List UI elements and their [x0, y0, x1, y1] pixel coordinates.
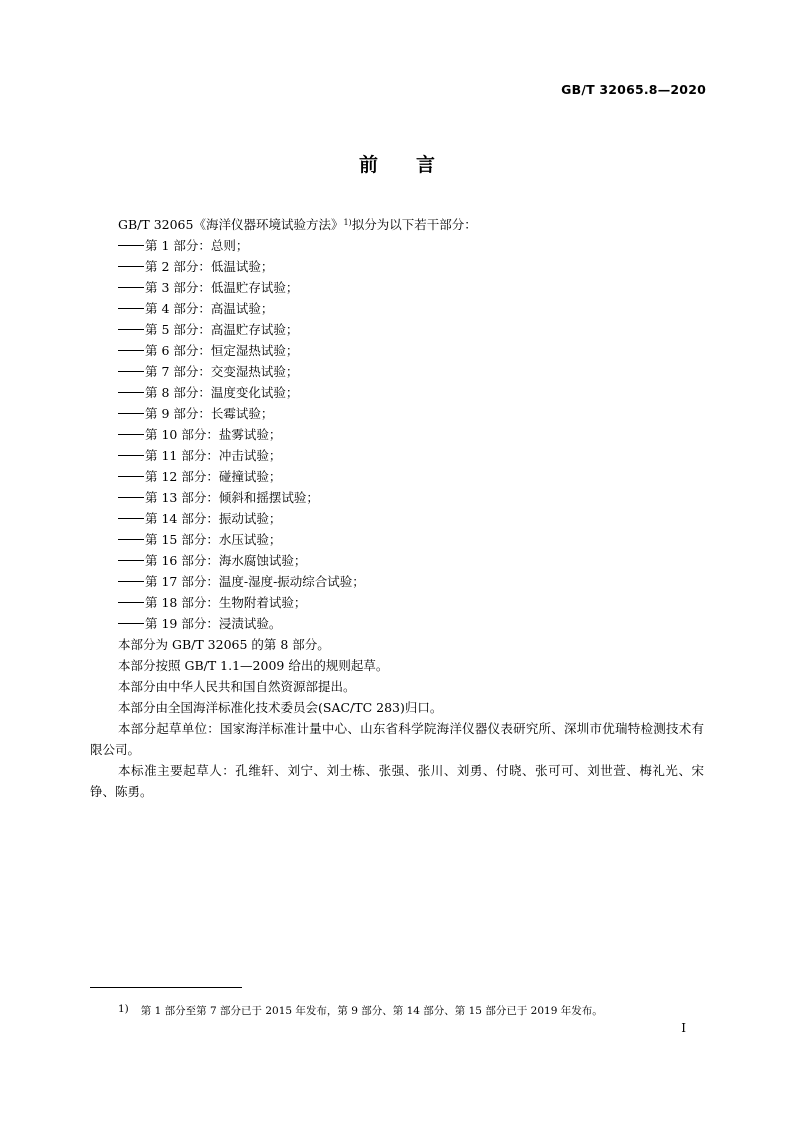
dash-mark	[118, 518, 144, 519]
list-item	[90, 235, 704, 256]
list-item	[90, 466, 704, 487]
parts-list	[90, 235, 704, 634]
list-item	[90, 340, 704, 361]
footnote	[118, 1003, 603, 1018]
dash-mark	[118, 350, 144, 351]
list-item	[90, 424, 704, 445]
paragraph-committee: 本部分由全国海洋标准化技术委员会(SAC/TC 283)归口。	[118, 700, 443, 715]
dash-mark	[118, 392, 144, 393]
paragraph-part-number: 本部分为 GB/T 32065 的第 8 部分。	[118, 637, 330, 652]
list-item	[90, 613, 704, 634]
foreword-body	[90, 214, 704, 802]
list-item-text: 第 13 部分：倾斜和摇摆试验；	[145, 490, 319, 505]
dash-mark	[118, 623, 144, 624]
standard-code: GB/T 32065.8—2020	[561, 82, 706, 97]
paragraph-drafters: 本标准主要起草人：孔维轩、刘宁、刘士栋、张强、张川、刘勇、付晓、张可可、刘世萱、梅礼光、宋铮、陈勇。	[90, 763, 704, 799]
footnote-reference[interactable]: 1)	[343, 218, 352, 227]
footnote-text: 第 1 部分至第 7 部分已于 2015 年发布，第 9 部分、第 14 部分、第 15 部分已于 2019 年发布。	[140, 1005, 603, 1017]
list-item-text: 第 3 部分：低温贮存试验；	[145, 280, 299, 295]
dash-mark	[118, 413, 144, 414]
list-item-text: 第 15 部分：水压试验；	[145, 532, 282, 547]
dash-mark	[118, 434, 144, 435]
dash-mark	[118, 287, 144, 288]
list-item-text: 第 7 部分：交变湿热试验；	[145, 364, 299, 379]
page-number: I	[681, 1021, 686, 1035]
list-item	[90, 508, 704, 529]
dash-mark	[118, 560, 144, 561]
dash-mark	[118, 602, 144, 603]
list-item-text: 第 2 部分：低温试验；	[145, 259, 274, 274]
list-item	[90, 445, 704, 466]
dash-mark	[118, 266, 144, 267]
intro-paragraph	[90, 214, 704, 235]
dash-mark	[118, 581, 144, 582]
list-item-text: 第 6 部分：恒定湿热试验；	[145, 343, 299, 358]
list-item	[90, 256, 704, 277]
list-item	[90, 571, 704, 592]
dash-mark	[118, 476, 144, 477]
list-item	[90, 319, 704, 340]
list-item-text: 第 4 部分：高温试验；	[145, 301, 274, 316]
dash-mark	[118, 245, 144, 246]
list-item	[90, 382, 704, 403]
list-item	[90, 361, 704, 382]
list-item	[90, 550, 704, 571]
list-item-text: 第 18 部分：生物附着试验；	[145, 595, 307, 610]
dash-mark	[118, 455, 144, 456]
footnote-mark: 1)	[118, 1003, 129, 1015]
list-item-text: 第 16 部分：海水腐蚀试验；	[145, 553, 307, 568]
list-item-text: 第 8 部分：温度变化试验；	[145, 385, 299, 400]
dash-mark	[118, 371, 144, 372]
paragraph-drafting-units: 本部分起草单位：国家海洋标准计量中心、山东省科学院海洋仪器仪表研究所、深圳市优瑞特检测技术有限公司。	[90, 721, 704, 757]
list-item-text: 第 10 部分：盐雾试验；	[145, 427, 282, 442]
list-item	[90, 403, 704, 424]
dash-mark	[118, 329, 144, 330]
dash-mark	[118, 539, 144, 540]
list-item	[90, 277, 704, 298]
dash-mark	[118, 308, 144, 309]
footnote-divider	[90, 987, 242, 988]
list-item	[90, 592, 704, 613]
list-item	[90, 487, 704, 508]
paragraph-drafting-rules: 本部分按照 GB/T 1.1—2009 给出的规则起草。	[118, 658, 389, 673]
list-item-text: 第 11 部分：冲击试验；	[145, 448, 282, 463]
list-item-text: 第 14 部分：振动试验；	[145, 511, 282, 526]
page-title: 前言	[358, 154, 473, 176]
paragraph-proposer: 本部分由中华人民共和国自然资源部提出。	[118, 679, 356, 694]
intro-text: GB/T 32065《海洋仪器环境试验方法》	[118, 217, 344, 232]
dash-mark	[118, 497, 144, 498]
list-item	[90, 529, 704, 550]
list-item-text: 第 17 部分：温度-湿度-振动综合试验；	[145, 574, 365, 589]
list-item-text: 第 12 部分：碰撞试验；	[145, 469, 282, 484]
list-item-text: 第 1 部分：总则；	[145, 238, 249, 253]
list-item-text: 第 5 部分：高温贮存试验；	[145, 322, 299, 337]
intro-text-after: 拟分为以下若干部分：	[351, 217, 477, 232]
list-item	[90, 298, 704, 319]
list-item-text: 第 19 部分：浸渍试验。	[145, 616, 282, 631]
list-item-text: 第 9 部分：长霉试验；	[145, 406, 274, 421]
